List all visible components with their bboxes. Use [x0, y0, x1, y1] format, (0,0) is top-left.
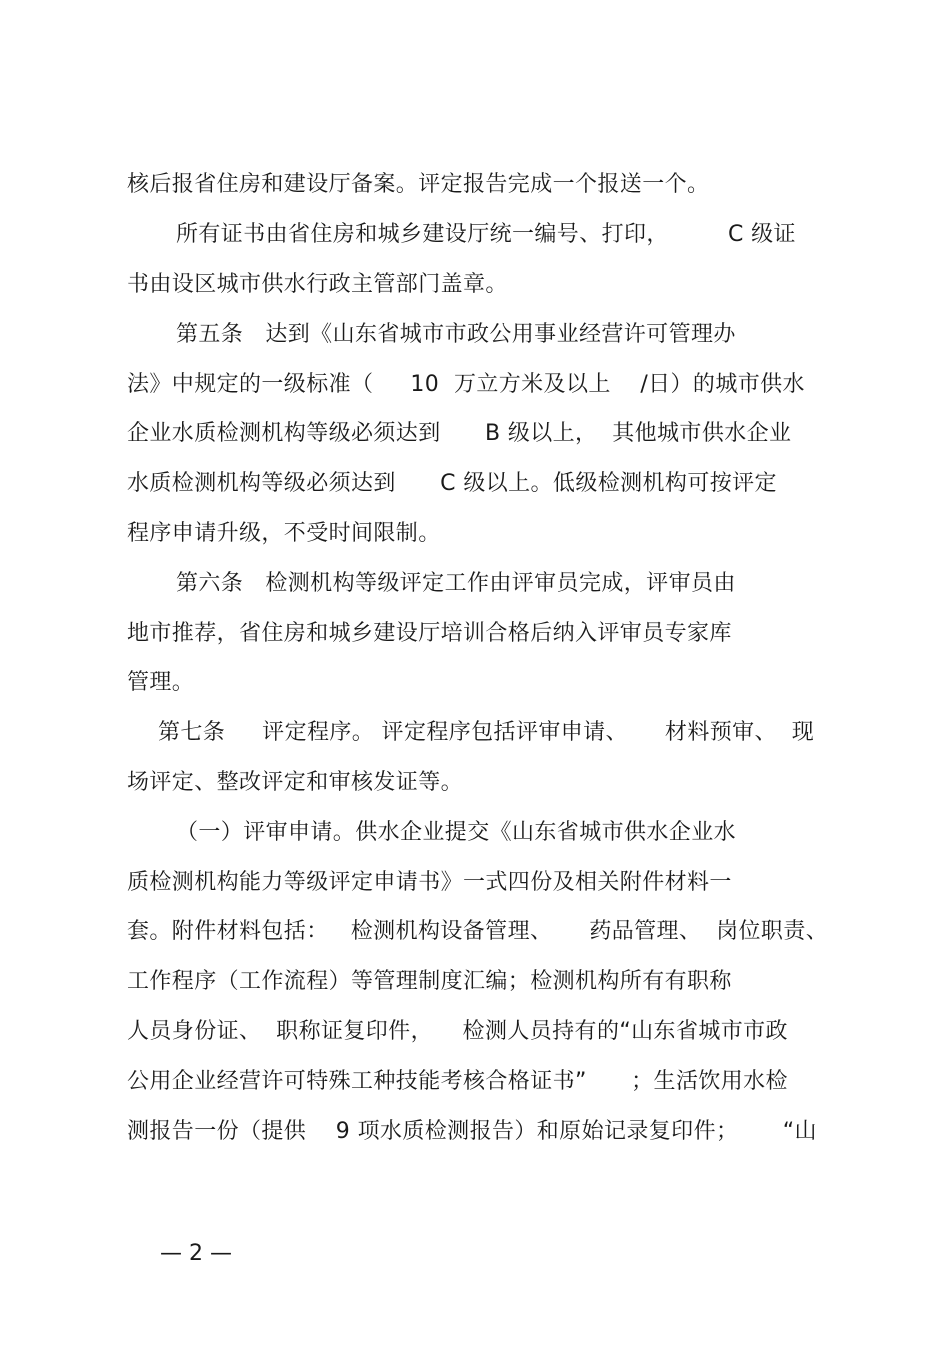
text-line-18: 人员身份证、 职称证复印件， 检测人员持有的“山东省城市市政: [127, 1019, 788, 1044]
page-number: — 2 —: [160, 1241, 232, 1266]
text-line-16: 套。附件材料包括： 检测机构设备管理、 药品管理、 岗位职责、: [127, 919, 829, 944]
text-line-3: 书由设区城市供水行政主管部门盖章。: [127, 272, 508, 297]
text-line-1: 核后报省住房和建设厅备案。评定报告完成一个报送一个。: [127, 172, 710, 197]
text-line-17: 工作程序（工作流程）等管理制度汇编；检测机构所有有职称: [127, 969, 732, 994]
text-line-6: 企业水质检测机构等级必须达到 B 级以上， 其他城市供水企业: [127, 421, 792, 446]
text-line-11: 管理。: [127, 670, 195, 695]
text-line-5: 法》中规定的一级标准（ 10 万立方米及以上 /日）的城市供水: [127, 372, 805, 397]
text-line-7: 水质检测机构等级必须达到 C 级以上。低级检测机构可按评定: [127, 471, 777, 496]
text-line-19: 公用企业经营许可特殊工种技能考核合格证书” ；生活饮用水检: [127, 1069, 788, 1094]
text-line-10: 地市推荐，省住房和城乡建设厅培训合格后纳入评审员专家库: [127, 621, 732, 646]
text-line-15: 质检测机构能力等级评定申请书》一式四份及相关附件材料一: [127, 870, 732, 895]
text-line-14: （一）评审申请。供水企业提交《山东省城市供水企业水: [176, 820, 737, 845]
text-line-2: 所有证书由省住房和城乡建设厅统一编号、打印， C 级证: [176, 222, 796, 247]
text-line-4: 第五条 达到《山东省城市市政公用事业经营许可管理办: [176, 322, 736, 347]
text-line-12: 第七条 评定程序。 评定程序包括评审申请、 材料预审、 现: [158, 720, 815, 745]
text-line-13: 场评定、整改评定和审核发证等。: [127, 770, 464, 795]
text-line-8: 程序申请升级，不受时间限制。: [127, 521, 441, 546]
text-line-9: 第六条 检测机构等级评定工作由评审员完成，评审员由: [176, 571, 736, 596]
text-line-20: 测报告一份（提供 9 项水质检测报告）和原始记录复印件； “山: [127, 1119, 817, 1144]
